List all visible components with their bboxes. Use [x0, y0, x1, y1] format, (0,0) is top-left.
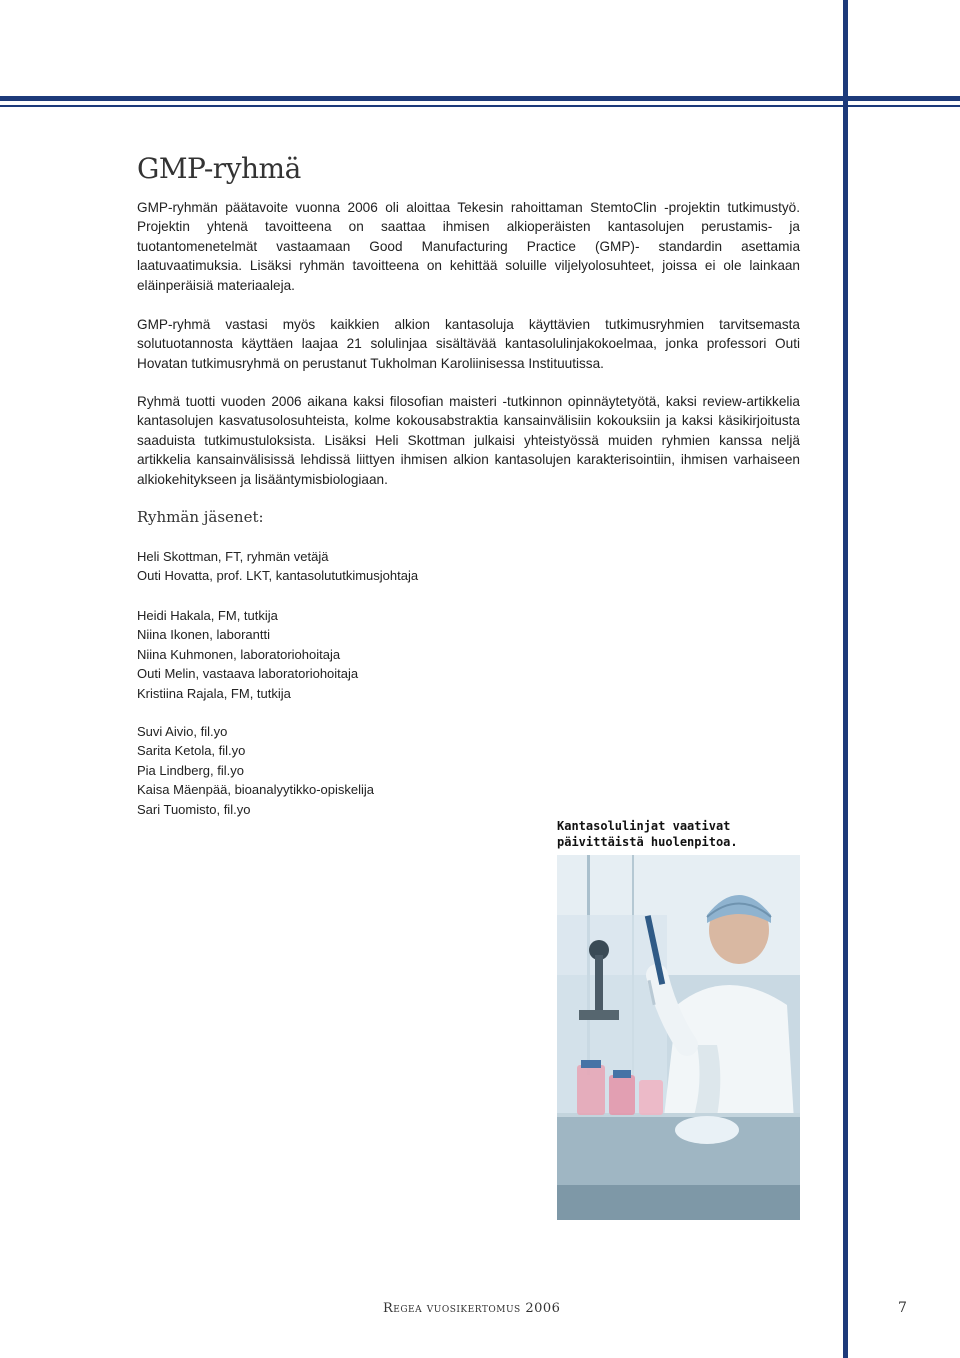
member-item: Outi Hovatta, prof. LKT, kantasolututkimusjohtaja — [137, 568, 419, 584]
member-item: Sarita Ketola, fil.yo — [137, 743, 246, 759]
member-item: Outi Melin, vastaava laboratoriohoitaja — [137, 666, 359, 682]
member-item: Suvi Aivio, fil.yo — [137, 724, 228, 739]
production-paragraph: GMP-ryhmä vastasi myös kaikkien alkion kantasoluja käyttävien tutkimusryhmien tarvitsemasta solutuotannosta käyttäen laajaa 21 solulinjaa sisältävää kantasolulinjakokoelmaa, jonka professori Outi Hovatan tutkimusryhmä on perustanut Tukholman Karoliinisessa Instituutissa. — [137, 317, 800, 371]
side-rule — [843, 0, 848, 1358]
member-item: Pia Lindberg, fil.yo — [137, 762, 244, 778]
results-paragraph: Ryhmä tuotti vuoden 2006 aikana kaksi filosofian maisteri -tutkinnon opinnäytetyötä, kaksi review-artikkelia kantasolujen kasvatusolosuhteista, kolme kokousabstraktia kansainvälisiin kokouksiin ja kaksi käsikirjoitusta saaduista tutkimustuloksista. Lisäksi Heli Skottman julkaisi yhteistyössä muiden ryhmien kanssa neljä artikkelia kansainvälisissä lehdissä liittyen ihmisen alkion kantasolujen karakterisointiin, ihmisen varhaiseen alkiokehitykseen ja lisääntymisbiologiaan. — [137, 394, 800, 487]
members-heading: Ryhmän jäsenet: — [137, 508, 264, 526]
report-title: Regea vuosikertomus 2006 — [383, 1301, 561, 1316]
intro-paragraph: GMP-ryhmän päätavoite vuonna 2006 oli aloittaa Tekesin rahoittaman StemtoClin -projektin tutkimustyö. Projektin yhtenä tavoitteena on saattaa ihmisen alkioperäisten kantasolujen perustamis- ja tuotantomenetelmät vastaamaan Good Manufacturing Practice (GMP)- standardin asettamia laatuvaatimuksia. Lisäksi ryhmän tavoitteena on kehittää soluille viljelyolosuhteet, joissa ei ole lainkaan eläinperäisiä materiaaleja. — [137, 200, 800, 293]
photo-caption: Kantasolulinjat vaativat päivittäistä huolenpitoa. — [557, 819, 738, 849]
member-item: Heidi Hakala, FM, tutkija — [137, 608, 278, 623]
member-item: Niina Kuhmonen, laboratoriohoitaja — [137, 646, 341, 662]
page-title: GMP-ryhmä — [137, 152, 301, 185]
member-group-students — [137, 722, 557, 819]
member-group-staff — [137, 606, 557, 703]
page-number: 7 — [898, 1300, 907, 1316]
top-rule-thick — [0, 96, 960, 101]
member-item: Sari Tuomisto, fil.yo — [137, 801, 251, 817]
member-item: Niina Ikonen, laborantti — [137, 627, 270, 643]
top-rule-thin — [0, 105, 960, 107]
member-item: Heli Skottman, FT, ryhmän vetäjä — [137, 549, 329, 564]
lab-photo — [557, 855, 800, 1220]
member-group-leaders — [137, 547, 557, 586]
member-item: Kristiina Rajala, FM, tutkija — [137, 685, 291, 701]
member-item: Kaisa Mäenpää, bioanalyytikko-opiskelija — [137, 782, 375, 798]
